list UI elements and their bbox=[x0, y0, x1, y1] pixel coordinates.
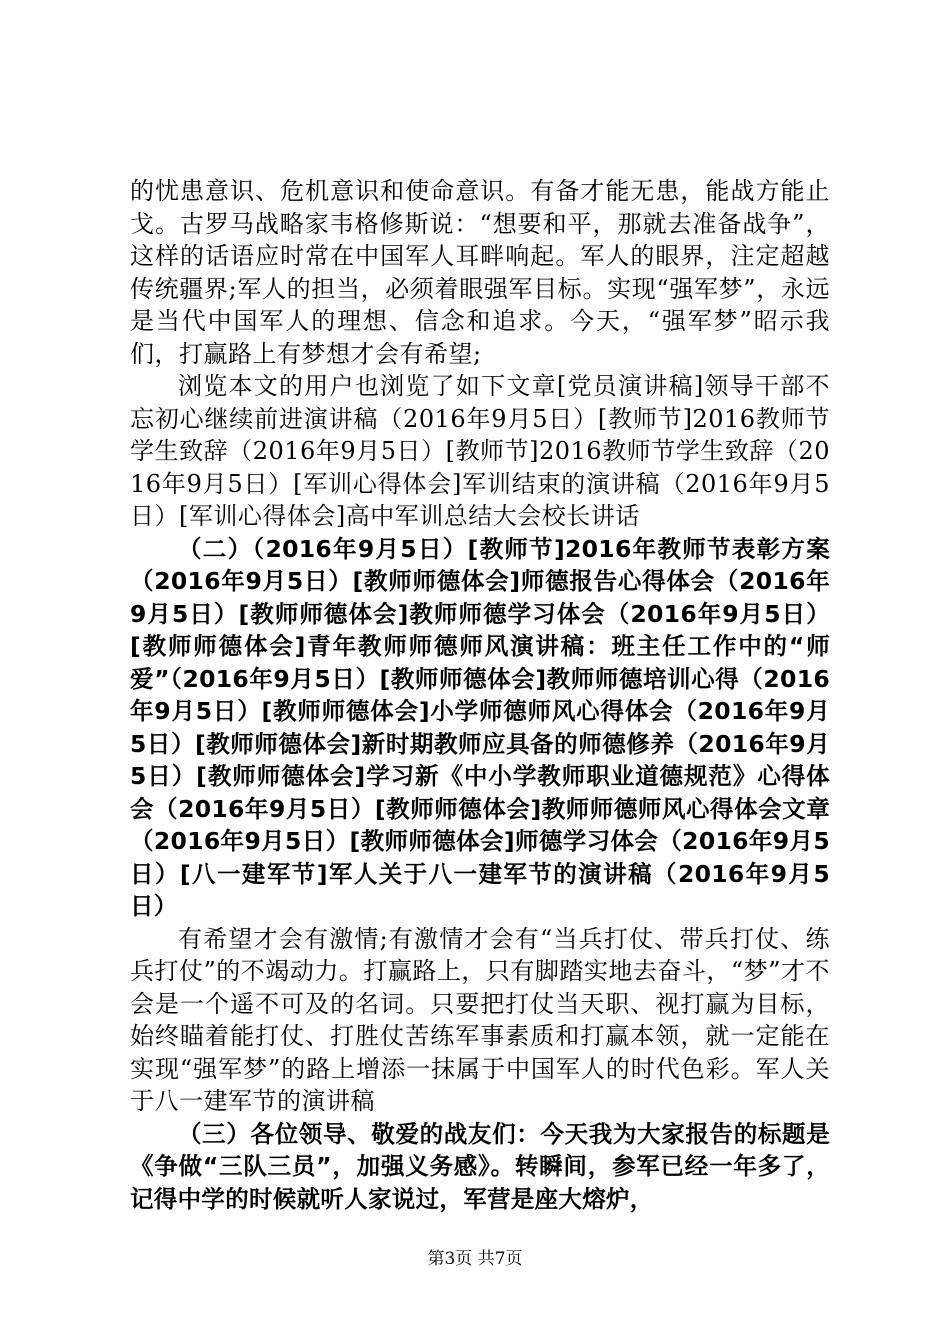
page-number-footer: 第3页 共7页 bbox=[427, 1249, 523, 1269]
paragraph-section-three: （三）各位领导、敬爱的战友们：今天我为大家报告的标题是《争做“三队三员”，加强义务感》。转瞬间，参军已经一年多了，记得中学的时候就听人家说过，军营是座大熔炉， bbox=[130, 1119, 830, 1213]
paragraph-related-articles: 浏览本文的用户也浏览了如下文章[党员演讲稿]领导干部不忘初心继续前进演讲稿（2016年9月5日）[教师节]2016教师节学生致辞（2016年9月5日）[教师节]2016教师节学生致辞（2016年9月5日）[军训心得体会]军训结束的演讲稿（2016年9月5日）[军训心得体会]高中军训总结大会校长讲话 bbox=[130, 372, 830, 530]
paragraph-section-two: （二）（2016年9月5日）[教师节]2016年教师节表彰方案（2016年9月5日）[教师师德体会]师德报告心得体会（2016年9月5日）[教师师德体会]教师师德学习体会（2016年9月5日）[教师师德体会]青年教师师德师风演讲稿：班主任工作中的“师爱”（2016年9月5日）[教师师德体会]教师师德培训心得（2016年9月5日）[教师师德体会]小学师德师风心得体会（2016年9月5日）[教师师德体会]新时期教师应具备的师德修养（2016年9月5日）[教师师德体会]学习新《中小学教师职业道德规范》心得体会（2016年9月5日）[教师师德体会]教师师德师风心得体会文章（2016年9月5日）[教师师德体会]师德学习体会（2016年9月5日）[八一建军节]军人关于八一建军节的演讲稿（2016年9月5日） bbox=[130, 534, 830, 920]
paragraph-continuation: 的忧患意识、危机意识和使命意识。有备才能无患，能战方能止戈。古罗马战略家韦格修斯说：“想要和平，那就去准备战争”，这样的话语应时常在中国军人耳畔响起。军人的眼界，注定超越传统疆界;军人的担当，必须着眼强军目标。实现“强军梦”，永远是当代中国军人的理想、信念和追求。今天，“强军梦”昭示我们，打赢路上有梦想才会有希望; bbox=[130, 177, 830, 368]
document-body bbox=[130, 175, 830, 1215]
paragraph-hope-passion: 有希望才会有激情;有激情才会有“当兵打仗、带兵打仗、练兵打仗”的不竭动力。打赢路上，只有脚踏实地去奋斗，“梦”才不会是一个遥不可及的名词。只要把打仗当天职、视打赢为目标，始终瞄着能打仗、打胜仗苦练军事素质和打赢本领，就一定能在实现“强军梦”的路上增添一抹属于中国军人的时代色彩。军人关于八一建军节的演讲稿 bbox=[130, 924, 830, 1115]
